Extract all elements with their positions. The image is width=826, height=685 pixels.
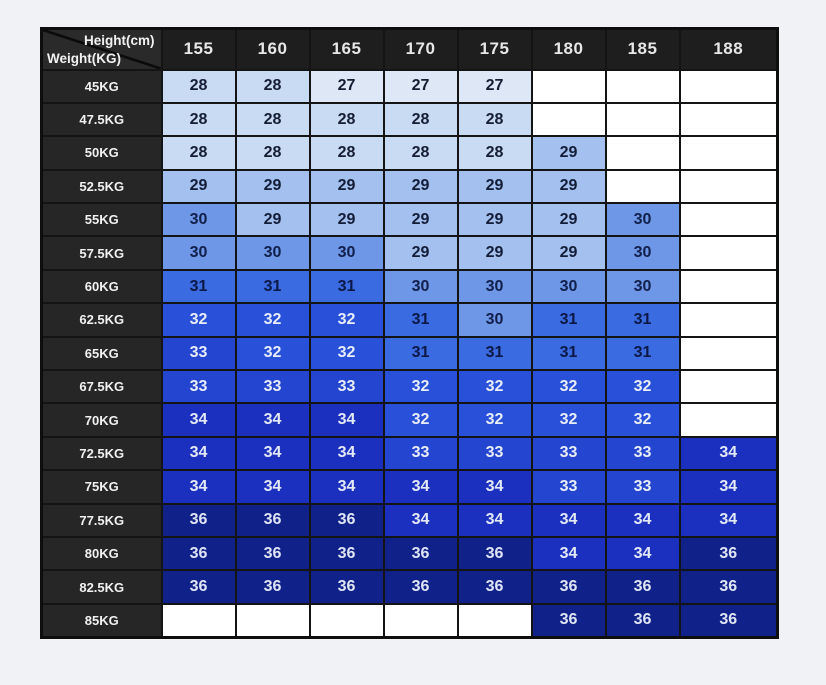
weight-row-label: 77.5KG [42,504,162,537]
size-cell [384,604,458,637]
size-cell: 31 [532,303,606,336]
size-cell: 31 [532,337,606,370]
size-cell: 30 [606,270,680,303]
size-cell: 34 [680,504,778,537]
table-row [42,504,778,537]
size-cell: 36 [680,604,778,637]
size-cell: 30 [606,236,680,269]
size-cell: 34 [606,504,680,537]
size-cell: 36 [236,504,310,537]
size-cell [680,236,778,269]
height-column-header: 170 [384,29,458,70]
size-cell: 29 [532,170,606,203]
table-row [42,70,778,103]
size-cell: 34 [310,403,384,436]
table-row [42,203,778,236]
height-column-header: 175 [458,29,532,70]
size-cell: 34 [606,537,680,570]
weight-row-label: 50KG [42,136,162,169]
size-cell: 36 [236,537,310,570]
size-cell: 31 [384,303,458,336]
size-cell [606,103,680,136]
table-row [42,170,778,203]
weight-row-label: 70KG [42,403,162,436]
size-cell [680,170,778,203]
size-cell: 32 [162,303,236,336]
size-cell: 29 [162,170,236,203]
size-cell: 27 [384,70,458,103]
size-cell: 29 [532,136,606,169]
size-cell: 31 [458,337,532,370]
size-cell: 29 [384,170,458,203]
size-cell: 36 [162,570,236,603]
weight-axis-label: Weight(KG) [47,50,121,66]
size-cell [606,136,680,169]
size-cell: 34 [458,470,532,503]
size-cell: 29 [458,236,532,269]
table-row [42,303,778,336]
table-row [42,604,778,637]
height-column-header: 188 [680,29,778,70]
size-cell: 29 [310,203,384,236]
size-cell: 34 [310,437,384,470]
weight-row-label: 80KG [42,537,162,570]
weight-row-label: 65KG [42,337,162,370]
height-column-header: 165 [310,29,384,70]
weight-row-label: 60KG [42,270,162,303]
size-cell [310,604,384,637]
size-cell: 32 [606,370,680,403]
size-cell: 33 [236,370,310,403]
table-row [42,103,778,136]
size-cell: 36 [606,604,680,637]
weight-row-label: 75KG [42,470,162,503]
size-cell: 28 [162,70,236,103]
table-row [42,236,778,269]
size-cell: 29 [384,236,458,269]
size-cell: 36 [236,570,310,603]
size-cell: 28 [162,136,236,169]
size-cell: 30 [458,303,532,336]
weight-row-label: 85KG [42,604,162,637]
size-cell: 36 [384,570,458,603]
weight-row-label: 57.5KG [42,236,162,269]
size-cell [680,303,778,336]
size-cell: 34 [162,437,236,470]
size-cell: 30 [310,236,384,269]
height-column-header: 185 [606,29,680,70]
size-cell: 31 [310,270,384,303]
size-cell [458,604,532,637]
size-cell: 33 [310,370,384,403]
height-axis-label: Height(cm) [84,33,155,48]
size-cell: 33 [532,470,606,503]
size-cell: 32 [458,370,532,403]
size-cell: 27 [458,70,532,103]
size-cell: 30 [606,203,680,236]
size-cell: 30 [532,270,606,303]
size-cell [680,103,778,136]
weight-row-label: 55KG [42,203,162,236]
size-cell: 34 [532,504,606,537]
size-cell: 34 [680,437,778,470]
size-cell: 28 [310,103,384,136]
size-cell: 33 [532,437,606,470]
size-cell: 36 [310,537,384,570]
size-cell: 33 [162,370,236,403]
size-cell: 30 [458,270,532,303]
size-cell: 34 [162,403,236,436]
size-cell: 31 [384,337,458,370]
size-cell: 33 [606,470,680,503]
table-row [42,437,778,470]
table-row [42,570,778,603]
size-cell: 36 [606,570,680,603]
size-cell: 29 [236,170,310,203]
header-row [42,29,778,70]
table-row [42,270,778,303]
size-cell: 30 [162,203,236,236]
size-cell: 28 [236,136,310,169]
size-cell: 36 [310,504,384,537]
size-cell: 36 [458,570,532,603]
size-cell: 29 [532,203,606,236]
table-row [42,470,778,503]
size-cell: 34 [680,470,778,503]
size-cell: 29 [532,236,606,269]
size-cell: 31 [606,337,680,370]
size-cell: 33 [606,437,680,470]
size-cell [606,170,680,203]
weight-row-label: 72.5KG [42,437,162,470]
size-cell: 31 [236,270,310,303]
size-cell: 34 [162,470,236,503]
size-cell: 36 [532,570,606,603]
size-cell: 28 [310,136,384,169]
size-cell [532,70,606,103]
size-cell: 36 [458,537,532,570]
size-cell: 33 [384,437,458,470]
size-cell: 32 [310,303,384,336]
size-cell: 36 [680,537,778,570]
size-cell: 29 [310,170,384,203]
table-row [42,403,778,436]
size-cell: 32 [310,337,384,370]
size-cell: 31 [606,303,680,336]
size-chart-table [40,27,779,639]
size-cell: 32 [236,337,310,370]
size-cell: 32 [532,403,606,436]
size-cell: 36 [162,537,236,570]
weight-row-label: 82.5KG [42,570,162,603]
size-cell [680,337,778,370]
size-cell: 34 [310,470,384,503]
size-cell: 36 [680,570,778,603]
size-cell: 36 [532,604,606,637]
table-row [42,136,778,169]
size-cell [532,103,606,136]
size-cell: 27 [310,70,384,103]
table-row [42,537,778,570]
size-cell: 34 [384,504,458,537]
size-cell [680,136,778,169]
size-cell: 31 [162,270,236,303]
size-cell: 30 [236,236,310,269]
size-cell: 34 [384,470,458,503]
weight-row-label: 45KG [42,70,162,103]
weight-row-label: 67.5KG [42,370,162,403]
size-cell: 32 [606,403,680,436]
table-row [42,337,778,370]
size-cell: 28 [162,103,236,136]
size-cell: 32 [384,403,458,436]
size-cell: 34 [458,504,532,537]
size-cell: 33 [162,337,236,370]
weight-row-label: 52.5KG [42,170,162,203]
size-cell: 32 [532,370,606,403]
size-cell: 32 [236,303,310,336]
size-cell: 28 [458,103,532,136]
size-cell [680,70,778,103]
size-cell: 28 [236,70,310,103]
size-cell: 30 [384,270,458,303]
size-cell: 32 [458,403,532,436]
size-cell: 36 [162,504,236,537]
axis-corner-cell [42,29,162,70]
size-cell: 34 [236,403,310,436]
size-cell: 28 [458,136,532,169]
size-cell [680,403,778,436]
size-cell: 34 [532,537,606,570]
size-cell: 33 [458,437,532,470]
size-cell: 29 [236,203,310,236]
size-cell: 36 [384,537,458,570]
size-cell: 32 [384,370,458,403]
height-column-header: 155 [162,29,236,70]
size-cell [162,604,236,637]
size-cell: 28 [384,103,458,136]
size-cell: 29 [458,170,532,203]
size-chart-container [40,27,779,639]
size-cell [606,70,680,103]
height-column-header: 160 [236,29,310,70]
weight-row-label: 62.5KG [42,303,162,336]
size-cell [680,270,778,303]
weight-row-label: 47.5KG [42,103,162,136]
size-cell [680,370,778,403]
size-cell: 29 [458,203,532,236]
height-column-header: 180 [532,29,606,70]
table-row [42,370,778,403]
size-cell: 34 [236,437,310,470]
size-cell: 28 [236,103,310,136]
size-cell: 30 [162,236,236,269]
size-cell [680,203,778,236]
size-cell: 28 [384,136,458,169]
size-cell: 34 [236,470,310,503]
size-cell: 36 [310,570,384,603]
size-cell [236,604,310,637]
size-cell: 29 [384,203,458,236]
